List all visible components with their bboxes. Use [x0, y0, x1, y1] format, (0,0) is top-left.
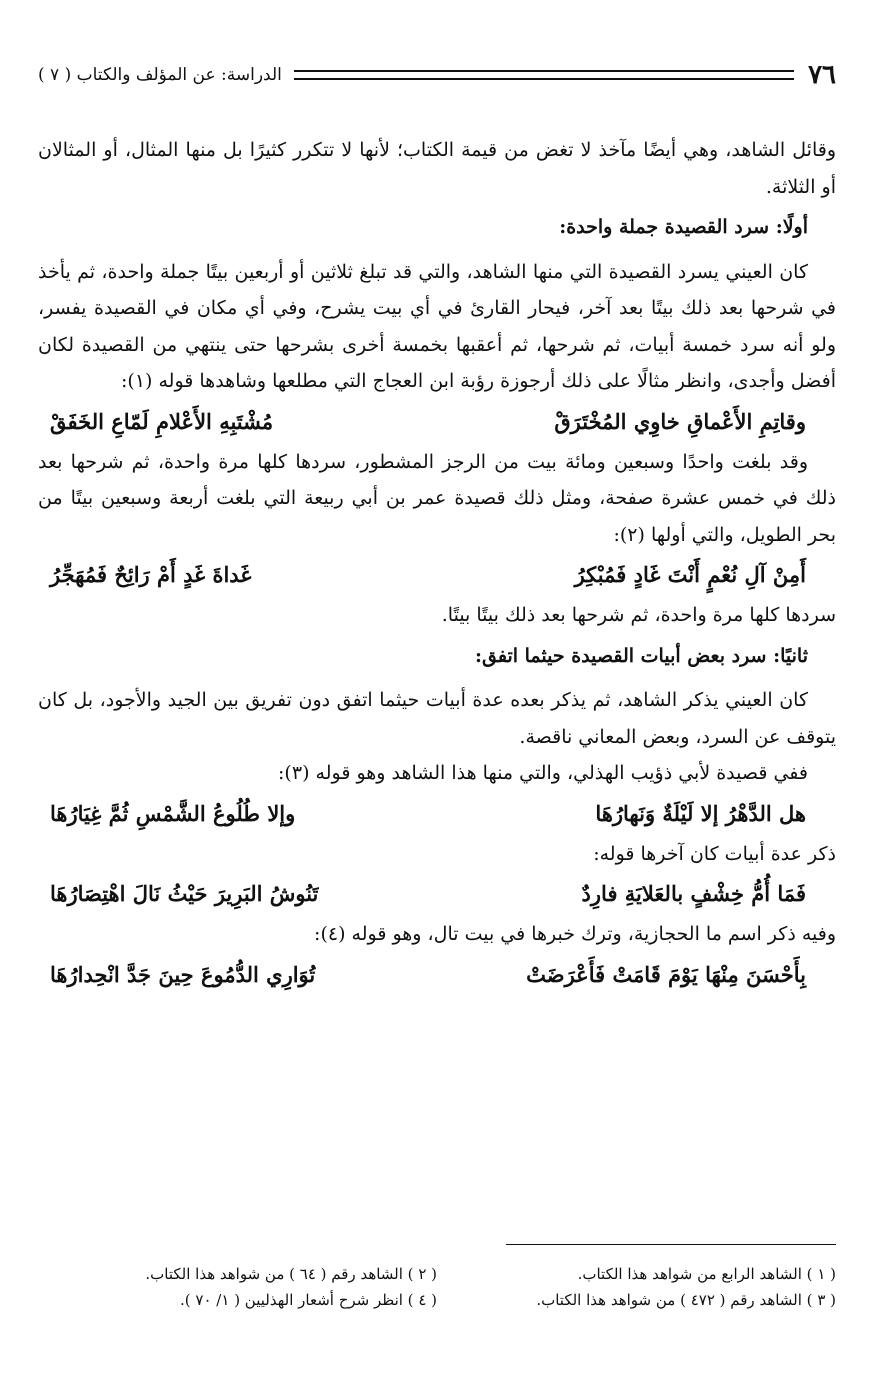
paragraph-4: سردها كلها مرة واحدة، ثم شرحها بعد ذلك بيتًا بيتًا. — [441, 604, 836, 626]
footnote-4: ( ٤ ) انظر شرح أشعار الهذليين ( ١/ ٧٠ ). — [180, 1291, 437, 1309]
verse-4 — [38, 874, 836, 914]
footnote-2: ( ٢ ) الشاهد رقم ( ٦٤ ) من شواهد هذا الكتاب. — [145, 1265, 437, 1283]
verse-3 — [38, 794, 836, 834]
verse-5-first-hemistich: بِأَحْسَنَ مِنْهَا يَوْمَ قَامَتْ فَأَعْرَضَتْ — [526, 961, 806, 987]
footnote-list — [38, 1263, 836, 1311]
running-header — [38, 58, 836, 92]
main-text — [38, 132, 836, 995]
footnotes — [38, 1244, 836, 1311]
verse-5 — [38, 955, 836, 995]
paragraph-6: ففي قصيدة لأبي ذؤيب الهذلي، والتي منها هذا الشاهد وهو قوله (٣): — [278, 762, 808, 784]
paragraph-7: ذكر عدة أبيات كان آخرها قوله: — [593, 842, 836, 865]
footnote-separator — [506, 1244, 836, 1245]
paragraph-2: كان العيني يسرد القصيدة التي منها الشاهد، والتي قد تبلغ ثلاثين أو أربعين بيتًا جملة واحدة، ثم يأخذ في شرحها بعد ذلك بيتًا بعد آخر، فيحار القارئ في أي بيت يشرح، وفي أي مكان في القصيدة يفسر، ولو أنه سرد خمسة أبيات، ثم شرحها، ثم أعقبها بخمسة أخرى بشرحها حتى ينتهي من القصيدة لكان أفضل وأجدى، وانظر مثالًا على ذلك أرجوزة رؤبة ابن العجاج التي مطلعها وشاهدها قوله (١): — [38, 260, 836, 392]
paragraph-8: وفيه ذكر اسم ما الحجازية، وترك خبرها في بيت تال، وهو قوله (٤): — [314, 923, 836, 945]
verse-1-second-hemistich: مُشْتَبِهِ الأَعْلامِ لَمّاعِ الخَفَقْ — [50, 408, 274, 434]
verse-1 — [38, 402, 836, 442]
paragraph-5: كان العيني يذكر الشاهد، ثم يذكر بعده عدة أبيات حيثما اتفق دون تفريق بين الجيد والأجود، بل كان يتوقف عن السرد، وبعض المعاني ناقصة. — [38, 689, 836, 748]
paragraph-3: وقد بلغت واحدًا وسبعين ومائة بيت من الرجز المشطور، سردها كلها مرة واحدة، ثم شرحها بعد ذلك في خمس عشرة صفحة، ومثل ذلك قصيدة عمر بن أبي ربيعة التي بلغت أربعة وسبعين بيتًا من بحر الطويل، والتي أولها (٢): — [38, 450, 836, 546]
footnote-3: ( ٣ ) الشاهد رقم ( ٤٧٢ ) من شواهد هذا الكتاب. — [536, 1291, 836, 1309]
footnote-1: ( ١ ) الشاهد الرابع من شواهد هذا الكتاب. — [577, 1265, 836, 1283]
verse-5-second-hemistich: تُوَارِي الدُّمُوعَ حِينَ جَدَّ انْحِدارُهَا — [50, 961, 316, 987]
section-heading-2: ثانيًا: سرد بعض أبيات القصيدة حيثما اتفق: — [474, 644, 808, 667]
paragraph-1: وقائل الشاهد، وهي أيضًا مآخذ لا تغض من قيمة الكتاب؛ لأنها لا تتكرر كثيرًا بل منها المثال، أو المثالان أو الثلاثة. — [38, 139, 836, 198]
verse-2-second-hemistich: غَداةَ غَدٍ أَمْ رَائِحٌ فَمُهَجِّرُ — [50, 562, 252, 587]
verse-2 — [38, 555, 836, 595]
verse-4-second-hemistich: تَنُوشُ البَرِيرَ حَيْثُ نَالَ اهْتِصَارُهَا — [50, 881, 319, 906]
verse-1-first-hemistich: وقاتِمِ الأَعْماقِ خاوِي المُخْتَرَقْ — [554, 408, 806, 434]
verse-4-first-hemistich: فَمَا أُمُّ خِشْفٍ بالعَلايَةِ فارِدٌ — [581, 881, 806, 906]
header-double-rule — [294, 70, 794, 80]
running-title: الدراسة: عن المؤلف والكتاب ( ٧ ) — [38, 65, 282, 85]
verse-3-first-hemistich: هل الدَّهْرُ إلا لَيْلَةٌ وَنَهارُهَا — [595, 800, 806, 826]
section-heading-1: أولًا: سرد القصيدة جملة واحدة: — [559, 216, 808, 238]
page-number: ٧٦ — [808, 60, 836, 90]
verse-3-second-hemistich: وإلا طُلُوعُ الشَّمْسِ ثُمَّ غِيَارُهَا — [50, 800, 296, 826]
page — [38, 58, 836, 997]
verse-2-first-hemistich: أَمِنْ آلِ نُعْمٍ أَنْتَ غَادٍ فَمُبْكِرُ — [574, 562, 806, 587]
